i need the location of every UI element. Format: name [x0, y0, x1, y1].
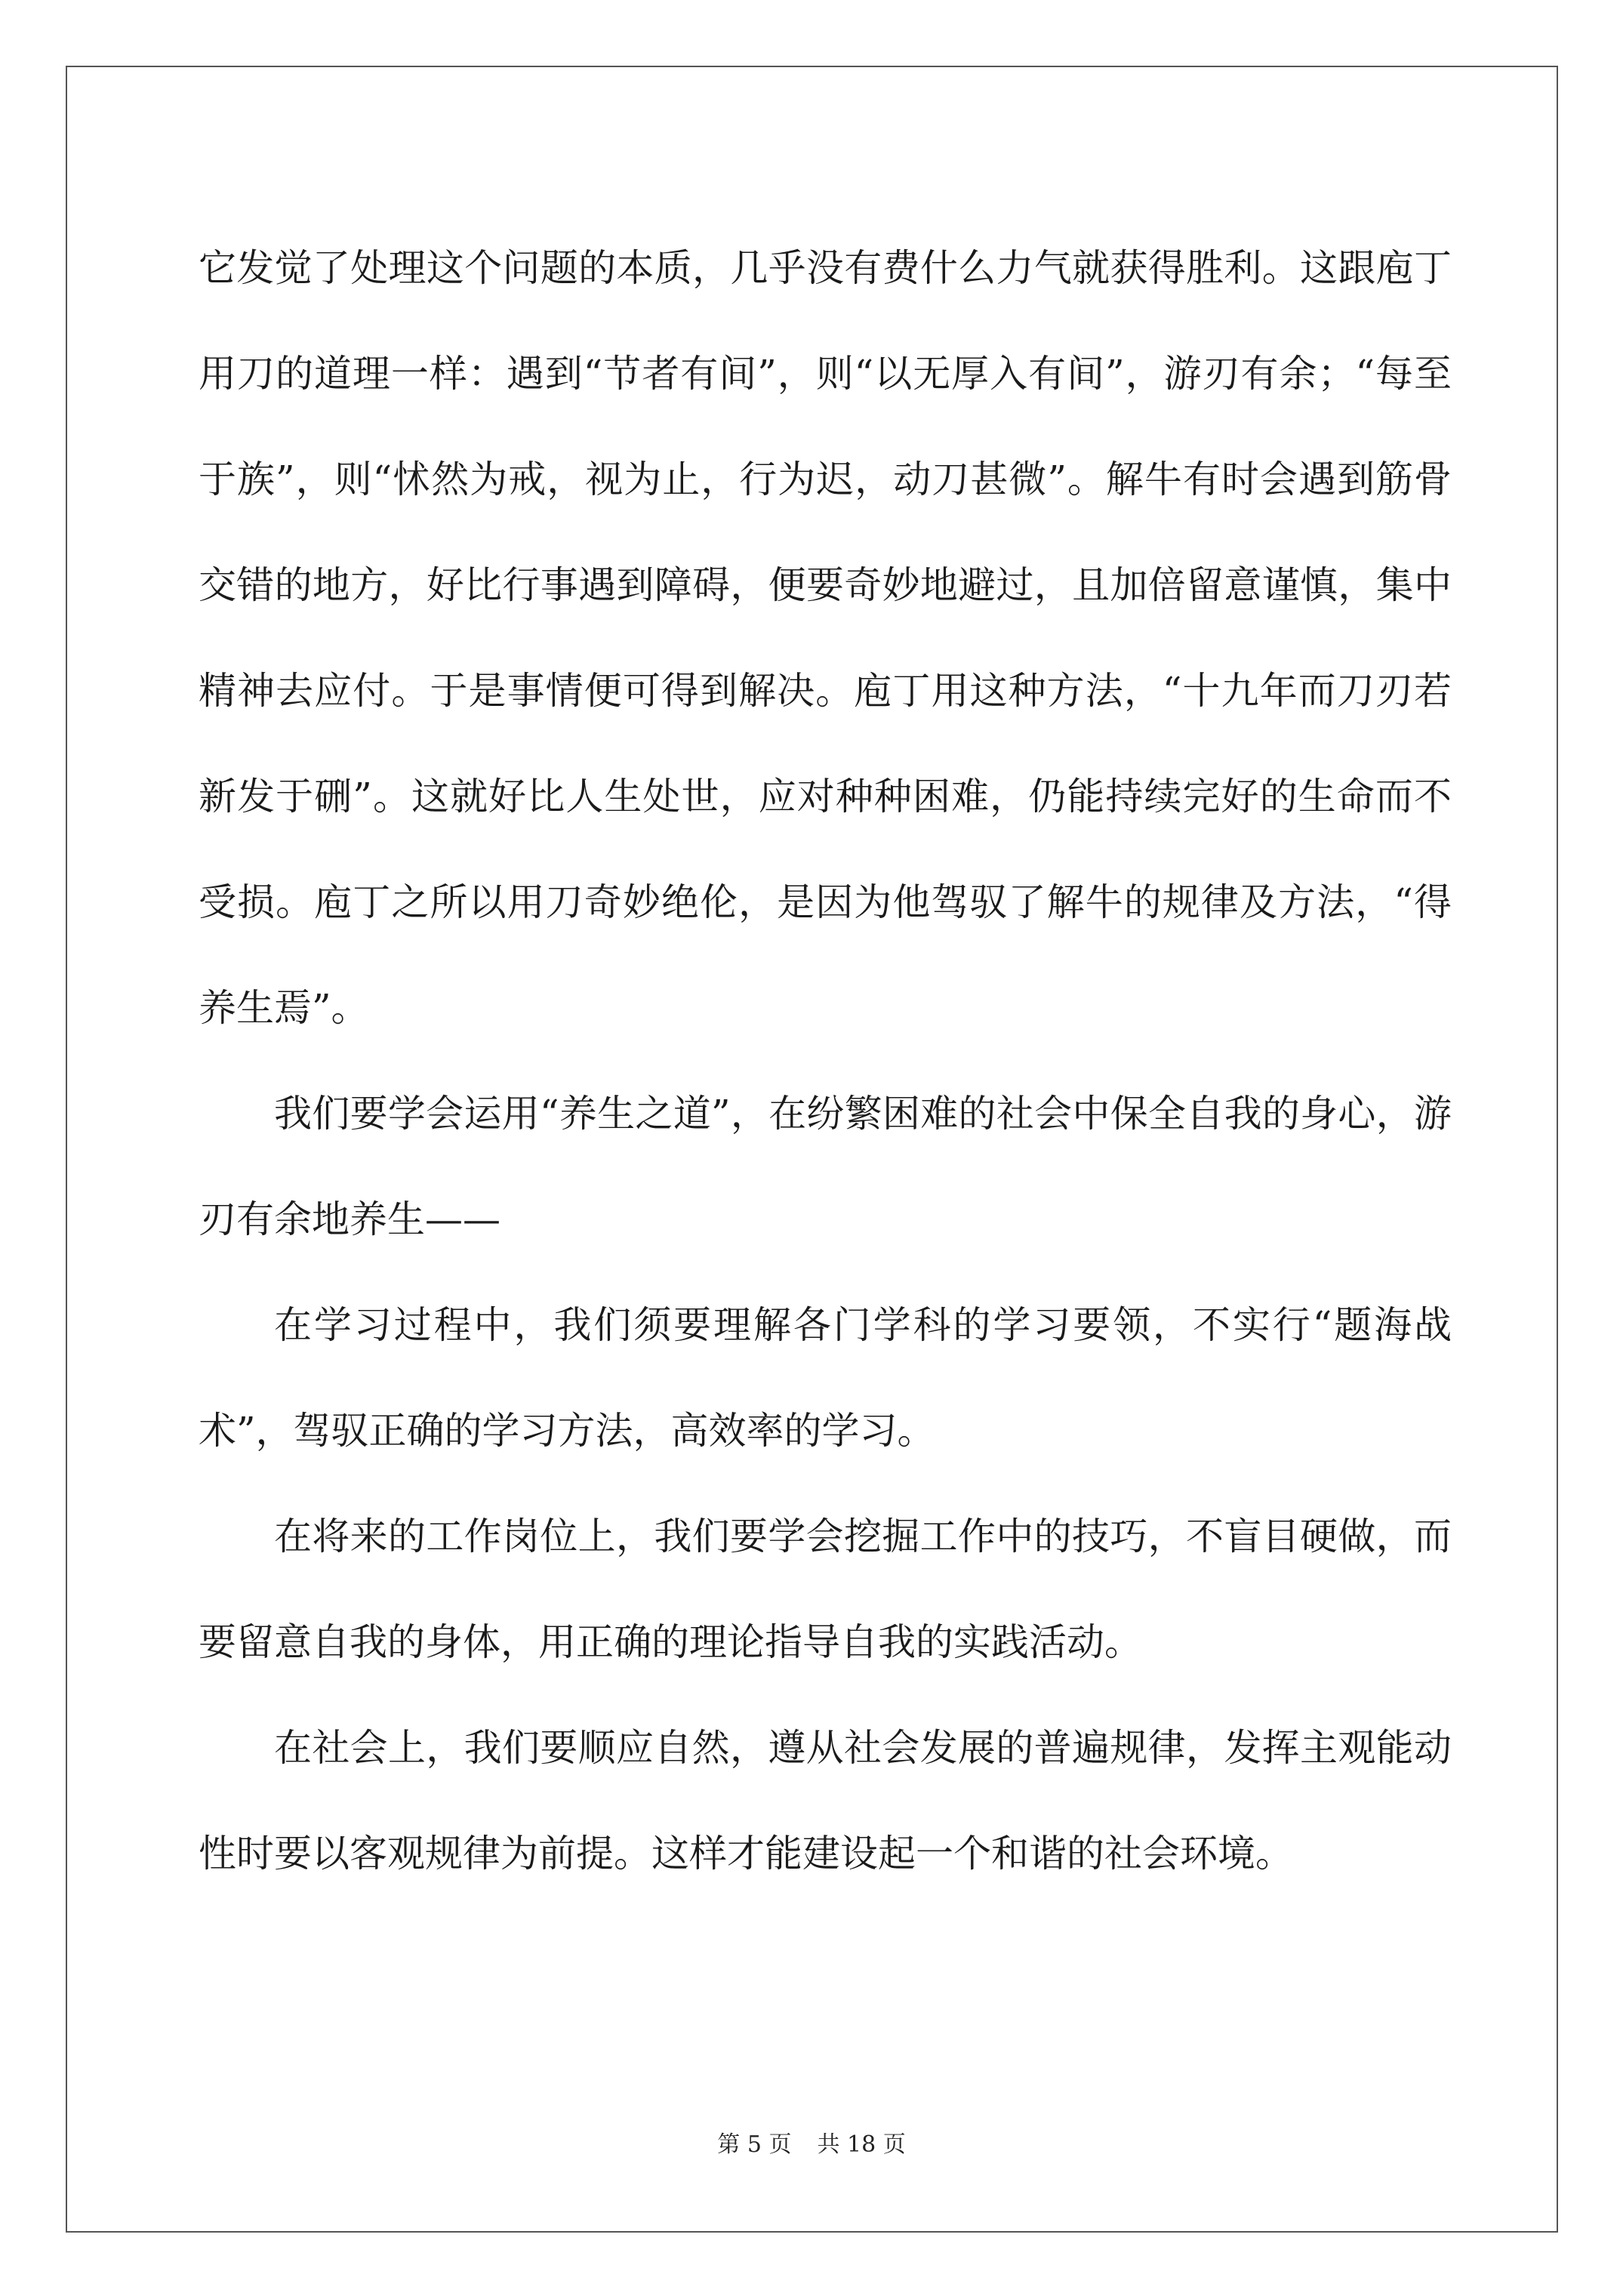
page-footer [0, 2125, 1623, 2159]
page-number: 第 5 页 [717, 2131, 792, 2158]
paragraph-2: 我们要学会运用“养生之道”，在纷繁困难的社会中保全自我的身心，游刃有余地养生—— [199, 1092, 1452, 1241]
paragraph-4: 在将来的工作岗位上，我们要学会挖掘工作中的技巧，不盲目硬做，而要留意自我的身体，用正确的理论指导自我的实践活动。 [199, 1515, 1452, 1664]
paragraph-1: 它发觉了处理这个问题的本质，几乎没有费什么力气就获得胜利。这跟庖丁用刀的道理一样：遇到“节者有间”，则“以无厚入有间”，游刃有余；“每至于族”，则“怵然为戒，视为止，行为迟，动刀甚微”。解牛有时会遇到筋骨交错的地方，好比行事遇到障碍，便要奇妙地避过，且加倍留意谨慎，集中精神去应付。于是事情便可得到解决。庖丁用这种方法，“十九年而刀刃若新发于硎”。这就好比人生处世，应对种种困难，仍能持续完好的生命而不受损。庖丁之所以用刀奇妙绝伦，是因为他驾驭了解牛的规律及方法，“得养生焉”。 [199, 246, 1452, 1030]
document-body [199, 215, 1452, 1906]
paragraph-3: 在学习过程中，我们须要理解各门学科的学习要领，不实行“题海战术”，驾驭正确的学习方法，高效率的学习。 [199, 1303, 1452, 1453]
paragraph-5: 在社会上，我们要顺应自然，遵从社会发展的普遍规律，发挥主观能动性时要以客观规律为前提。这样才能建设起一个和谐的社会环境。 [199, 1726, 1452, 1875]
page-total: 共 18 页 [817, 2131, 906, 2158]
